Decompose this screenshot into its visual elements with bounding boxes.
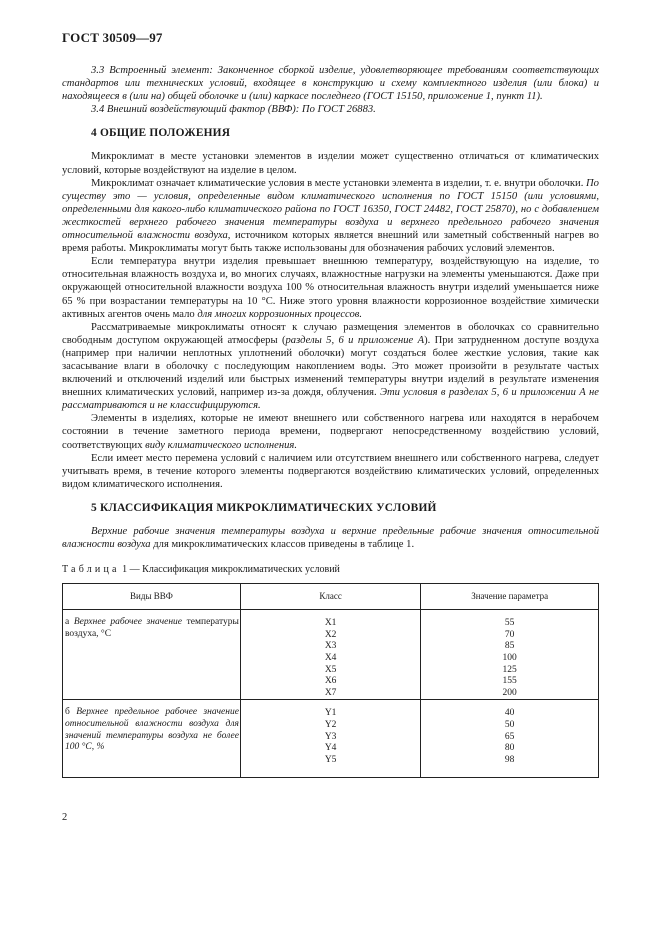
text-run: Рассматриваемые микроклиматы относят к случаю размещения элементов в оболочках со сравнительно свободным доступом окружающей атмосферы ( [62, 321, 599, 346]
text-run-italic: для многих коррозионных процессов. [197, 308, 363, 320]
definition-text: Встроенный элемент: Законченное сборкой изделие, удовлетворяющее требованиям соответствующих стандартов или технических условий, входящее в конструкцию и схему комплектного изделия (или блока) и находящееся в (или на) общей оболочке и (или) каркасе последнего (ГОСТ 15150, приложение 1, пункт 11). [62, 65, 599, 103]
class-value: X7 [324, 687, 337, 698]
paragraph [62, 177, 599, 256]
parameter-value: 98 [504, 754, 515, 765]
class-value: X5 [324, 664, 337, 675]
class-value: X4 [324, 653, 337, 664]
definition-text: Внешний воздействующий фактор (ВВФ): По ГОСТ 26883. [106, 104, 376, 116]
class-value: Y3 [324, 731, 337, 742]
paragraph [62, 525, 599, 551]
vvf-text: температуры воздуха, °С [65, 617, 239, 639]
text-run-italic: разделы 5, 6 и приложение А [285, 334, 425, 346]
definition-3-4 [62, 103, 599, 116]
parameter-value: 155 [502, 676, 517, 687]
column-header: Значение параметра [421, 584, 599, 610]
paragraph: Микроклимат в месте установки элементов в изделии может существенно отличаться от климатических условий, которые воздействуют на изделие в целом. [62, 151, 599, 176]
parameter-value: 200 [502, 687, 517, 698]
class-cell [240, 610, 420, 700]
parameter-value: 55 [504, 618, 515, 629]
column-header: Виды ВВФ [63, 584, 241, 610]
row-letter: б [65, 707, 70, 718]
paragraph [62, 412, 599, 451]
parameter-value: 65 [504, 731, 515, 742]
text-run-italic: По существу это — условия, определенные видом климатического исполнения по ГОСТ 15150 (или условиями, определенными для какого-либо климатического района по ГОСТ 16350, ГОСТ 24482, ГОСТ 25870), но с добавлением жесткостей верхнего рабочего значения температуры воздуха и верхнего предельного рабочего значения относительной влажности воздуха, [62, 177, 599, 242]
text-run: Микроклимат означает климатические условия в месте установки элемента в изделии, т. е. внутри оболочки. [91, 177, 584, 189]
table-row [63, 610, 599, 700]
parameter-value: 40 [504, 708, 515, 719]
row-letter: а [65, 617, 70, 628]
page-content [62, 64, 599, 778]
text-run-italic: виду климатического исполнения. [145, 439, 297, 451]
paragraph [62, 255, 599, 320]
vvf-text-italic: Верхнее рабочее значение [73, 617, 183, 628]
table-caption-label: Таблица [62, 564, 120, 576]
class-value: Y5 [324, 754, 337, 765]
document-code: ГОСТ 30509—97 [62, 30, 163, 45]
parameter-value: 125 [502, 664, 517, 675]
parameter-value: 70 [504, 629, 515, 640]
column-header: Класс [240, 584, 420, 610]
parameter-value: 50 [504, 720, 515, 731]
text-run: Если температура внутри изделия превышает внешнюю температуру, воздействующую на изделие, то относительная влажность воздуха и, во многих случаях, влажностные нагрузки на элементы уменьшаются. Даже при окружающей относительной влажности воздуха 100 % относительная влажность внутри изделий уменьшается ниже 65 % при возрастании температуры на 10 °С. Ниже этого уровня влажности коррозионное воздействие химически активных агентов очень мало [62, 256, 599, 320]
text-run-italic: Эти условия в разделах 5, 6 и приложении А не рассматриваются и не классифицируются. [62, 387, 599, 412]
parameter-value: 85 [504, 641, 515, 652]
text-run-italic: Верхние рабочие значения температуры воздуха и верхние предельные рабочие значения относительной влажности воздуха [62, 526, 599, 551]
class-value: X3 [324, 641, 337, 652]
text-run: ). При затрудненном доступе воздуха (например при наличии неплотных уплотнений оболочки) могут создаться более жесткие условия, такие как засасывание влаги в оболочку с последующим накоплением воды. Это может произойти в результате частых включений и отключений изделий или быстрых изменений температуры внутри изделий в результате изменения внешних климатических условий, например из-за дождя, облучения. [62, 334, 600, 399]
parameter-value: 80 [504, 743, 515, 754]
table-header-row [63, 584, 599, 610]
text-run: Элементы в изделиях, которые не имеют внешнего или собственного нагрева или находятся в нерабочем состоянии в течение заметного периода времени, подвергают непосредственному воздействию условий, соответствующих [62, 413, 599, 451]
section-4-heading: 4 ОБЩИЕ ПОЛОЖЕНИЯ [91, 127, 231, 140]
section-5-heading: 5 КЛАССИФИКАЦИЯ МИКРОКЛИМАТИЧЕСКИХ УСЛОВИЙ [91, 501, 437, 514]
class-value: Y2 [324, 720, 337, 731]
vvf-cell [63, 610, 241, 700]
vvf-text-italic: Верхнее предельное рабочее значение относительной влажности воздуха для значений температуры воздуха не более 100 °С, % [65, 707, 239, 753]
class-cell [240, 700, 420, 778]
definition-number: 3.4 [91, 104, 105, 116]
class-value: X2 [324, 629, 337, 640]
parameter-cell [421, 610, 599, 700]
class-value: Y4 [324, 743, 337, 754]
definition-3-3 [62, 64, 599, 103]
vvf-cell [63, 700, 241, 778]
definition-number: 3.3 [91, 65, 105, 76]
parameter-cell [421, 700, 599, 778]
table-caption [62, 563, 599, 576]
classification-table [62, 583, 599, 778]
class-value: Y1 [324, 708, 337, 719]
text-run: источником которых является внешний или заметный собственный нагрев во время работы. Микроклиматы могут быть также использованы для обозначения рабочих условий элементов. [62, 230, 599, 255]
paragraph: Если имеет место перемена условий с наличием или отсутствием внешнего или собственного нагрева, следует учитывать время, в течение которого элементы подвергаются воздействию климатических условий, определенных видом климатического исполнения. [62, 452, 599, 490]
text-run: для микроклиматических классов приведены в таблице 1. [153, 539, 415, 551]
class-value: X1 [324, 618, 337, 629]
parameter-value: 100 [502, 653, 517, 664]
class-value: X6 [324, 676, 337, 687]
table-row [63, 700, 599, 778]
page-number: 2 [62, 812, 68, 823]
paragraph [62, 321, 599, 413]
table-caption-text: 1 — Классификация микроклиматических условий [122, 564, 340, 576]
